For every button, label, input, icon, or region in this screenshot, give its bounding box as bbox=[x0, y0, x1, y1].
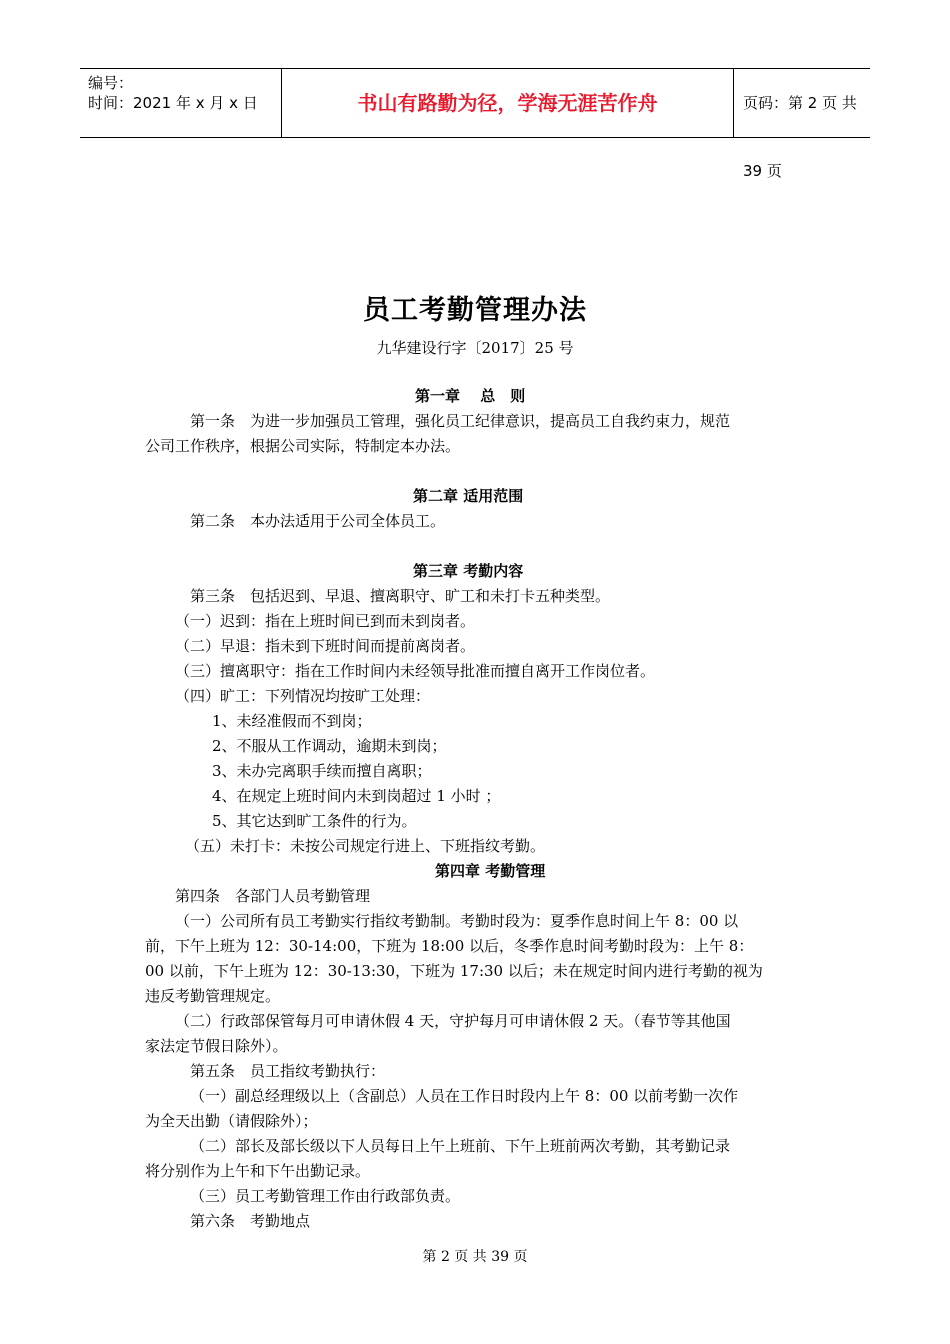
text-line: 1、未经准假而不到岗； bbox=[212, 712, 372, 730]
text-line: 第五条 员工指纹考勤执行： bbox=[190, 1062, 386, 1080]
time-label: 时间：2021 年 x 月 x 日 bbox=[88, 94, 258, 112]
chapter-heading: 第一章 总 则 bbox=[415, 387, 526, 405]
chapter-heading: 第二章 适用范围 bbox=[413, 487, 524, 505]
text-line: 第六条 考勤地点 bbox=[190, 1212, 311, 1230]
header-info-cell bbox=[80, 69, 282, 137]
text-line: （一）副总经理级以上（含副总）人员在工作日时段内上午 8：00 以前考勤一次作 bbox=[190, 1087, 739, 1105]
text-line: 第一条 为进一步加强员工管理，强化员工纪律意识，提高员工自我约束力，规范 bbox=[190, 412, 731, 430]
text-line: （二）行政部保管每月可申请休假 4 天，守护每月可申请休假 2 天。（春节等其他国 bbox=[175, 1012, 731, 1030]
document-title: 员工考勤管理办法 bbox=[363, 295, 587, 326]
text-line: 违反考勤管理规定。 bbox=[145, 987, 281, 1005]
text-line: （三）员工考勤管理工作由行政部负责。 bbox=[190, 1187, 461, 1205]
text-line: 00 以前，下午上班为 12：30-13:30，下班为 17:30 以后；未在规定时间内进行考勤的视为 bbox=[145, 962, 763, 980]
text-line: 4、在规定上班时间内未到岗超过 1 小时 ； bbox=[212, 787, 501, 805]
text-line: （三）擅离职守：指在工作时间内未经领导批准而擅自离开工作岗位者。 bbox=[175, 662, 656, 680]
text-line: 第四条 各部门人员考勤管理 bbox=[175, 887, 371, 905]
text-line: 为全天出勤（请假除外）； bbox=[145, 1112, 318, 1130]
text-line: （二）部长及部长级以下人员每日上午上班前、下午上班前两次考勤，其考勤记录 bbox=[190, 1137, 731, 1155]
text-line: 前，下午上班为 12：30-14:00，下班为 18:00 以后，冬季作息时间考勤时段为：上午 8： bbox=[145, 937, 754, 955]
text-line: （二）早退：指未到下班时间而提前离岗者。 bbox=[175, 637, 476, 655]
text-line: 5、其它达到旷工条件的行为。 bbox=[212, 812, 417, 830]
page-footer: 第 2 页 共 39 页 bbox=[422, 1249, 528, 1265]
document-number: 九华建设行字〔2017〕25 号 bbox=[376, 339, 574, 357]
text-line: 家法定节假日除外）。 bbox=[145, 1037, 288, 1055]
text-line: （一）公司所有员工考勤实行指纹考勤制。考勤时段为：夏季作息时间上午 8：00 以 bbox=[175, 912, 739, 930]
text-line: 3、未办完离职手续而擅自离职； bbox=[212, 762, 432, 780]
number-label: 编号： bbox=[88, 74, 134, 92]
header-table bbox=[80, 68, 870, 180]
text-line: （一）迟到：指在上班时间已到而未到岗者。 bbox=[175, 612, 476, 630]
text-line: （四）旷工：下列情况均按旷工处理： bbox=[175, 687, 431, 705]
text-line: 第三条 包括迟到、早退、擅离职守、旷工和未打卡五种类型。 bbox=[190, 587, 611, 605]
text-line: 将分别作为上午和下午出勤记录。 bbox=[145, 1162, 371, 1180]
text-line: 公司工作秩序，根据公司实际，特制定本办法。 bbox=[145, 437, 461, 455]
page-info: 页码：第 2 页 共 39 页 bbox=[743, 94, 857, 180]
text-line: 2、不服从工作调动，逾期未到岗； bbox=[212, 737, 447, 755]
motto: 书山有路勤为径，学海无涯苦作舟 bbox=[282, 69, 734, 137]
text-line: （五）未打卡：未按公司规定行进上、下班指纹考勤。 bbox=[185, 837, 546, 855]
chapter-heading: 第四章 考勤管理 bbox=[435, 862, 546, 880]
chapter-heading: 第三章 考勤内容 bbox=[413, 562, 524, 580]
text-line: 第二条 本办法适用于公司全体员工。 bbox=[190, 512, 446, 530]
